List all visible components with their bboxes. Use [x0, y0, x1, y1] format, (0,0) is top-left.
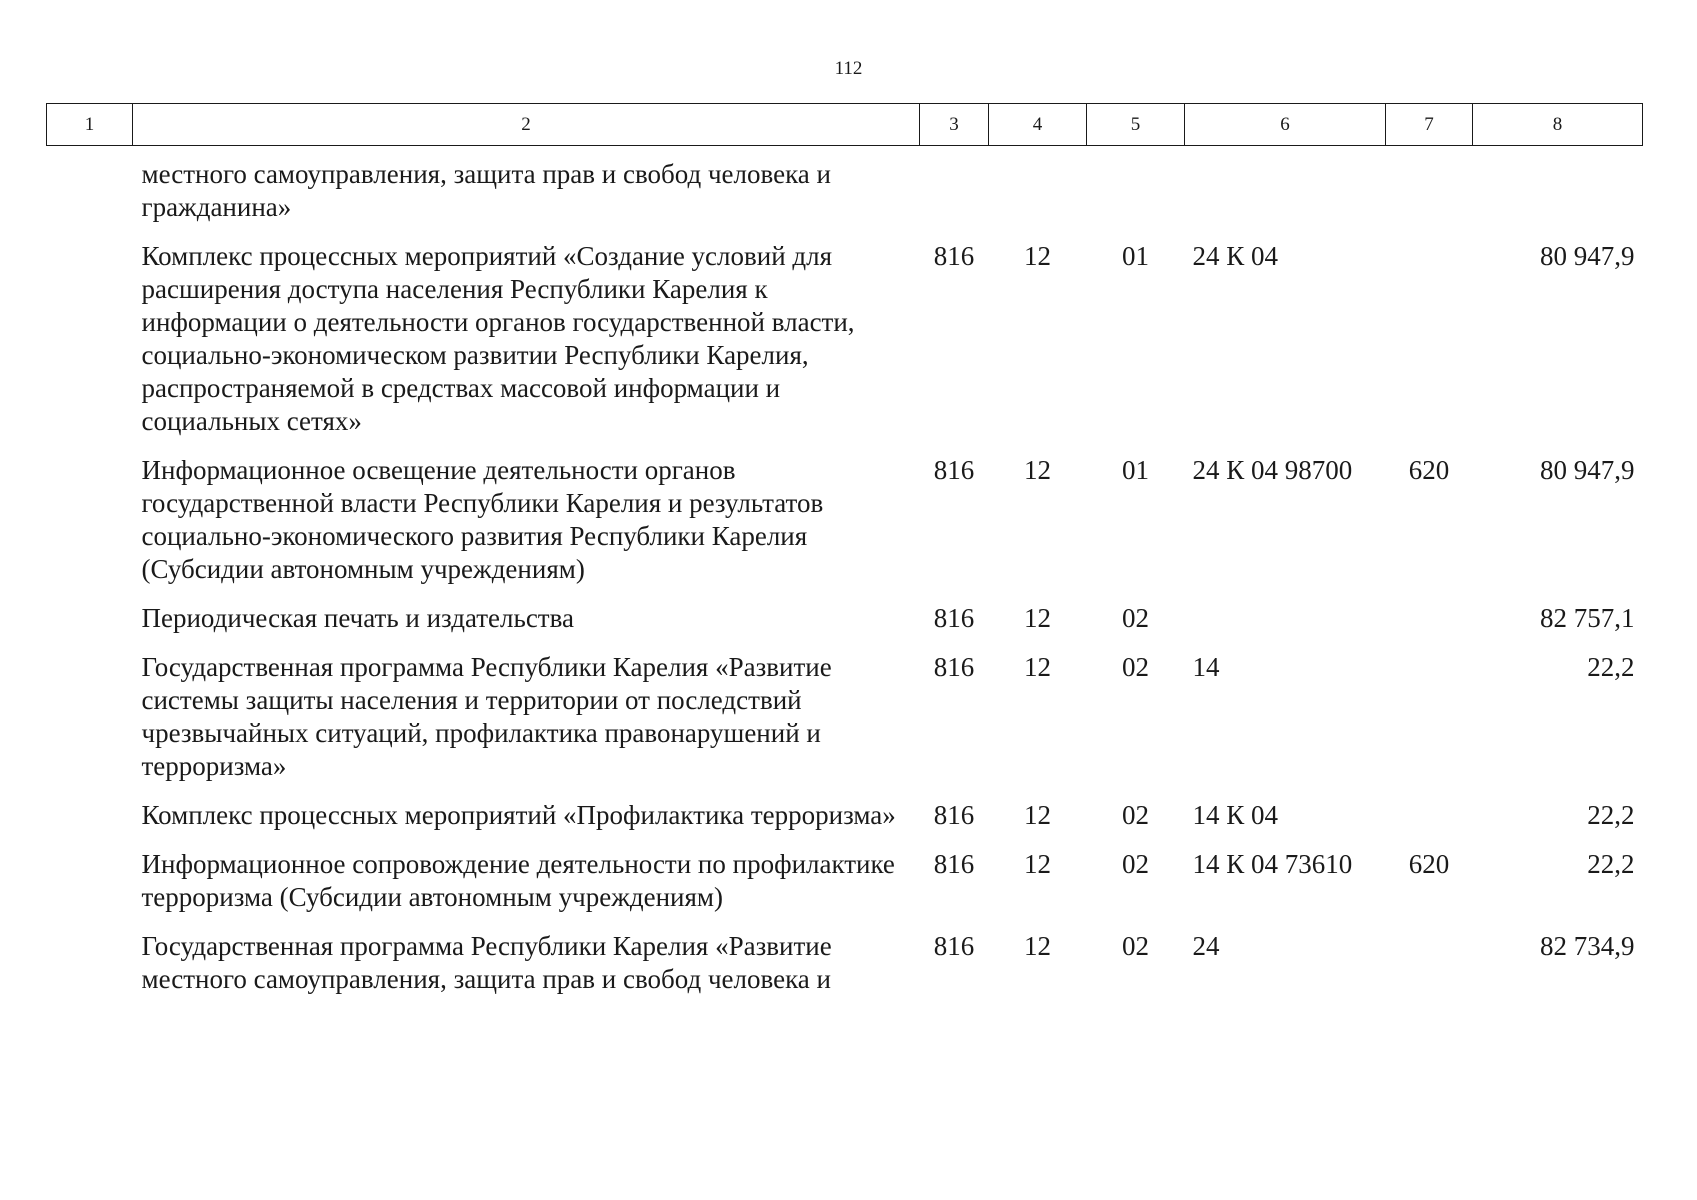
amount: 80 947,9 — [1540, 455, 1635, 485]
amount: 82 734,9 — [1540, 931, 1635, 961]
amount: 80 947,9 — [1540, 241, 1635, 271]
amount: 22,2 — [1587, 849, 1635, 879]
grbs-code: 816 — [933, 652, 975, 682]
section-code: 12 — [1024, 800, 1051, 830]
row-number-cell — [47, 454, 133, 602]
table-row — [47, 146, 1643, 241]
subsection-code: 01 — [1122, 455, 1149, 485]
target-article-code: 14 — [1192, 652, 1220, 682]
section-code: 12 — [1024, 849, 1051, 879]
expense-type-code: 620 — [1408, 455, 1450, 485]
subsection-code: 02 — [1122, 849, 1149, 879]
header-col-3: 3 — [920, 104, 989, 146]
target-article-code: 14 К 04 73610 — [1192, 849, 1353, 879]
header-col-5: 5 — [1087, 104, 1185, 146]
row-number-cell — [47, 602, 133, 651]
section-code: 12 — [1024, 241, 1051, 271]
grbs-code: 816 — [933, 603, 975, 633]
row-number-cell — [47, 651, 133, 799]
table-row — [47, 848, 1643, 930]
target-article-code: 14 К 04 — [1192, 800, 1279, 830]
header-col-7: 7 — [1386, 104, 1473, 146]
target-article-code: 24 К 04 — [1192, 241, 1279, 271]
amount — [1473, 146, 1643, 241]
section-code: 12 — [1024, 652, 1051, 682]
table-row — [47, 651, 1643, 799]
item-name: Комплекс процессных мероприятий «Профилактика терроризма» — [141, 800, 896, 830]
table-body — [47, 146, 1643, 1013]
header-row — [47, 104, 1643, 146]
amount: 22,2 — [1587, 800, 1635, 830]
grbs-code: 816 — [933, 455, 975, 485]
section-code: 12 — [1024, 603, 1051, 633]
amount: 82 757,1 — [1540, 603, 1635, 633]
target-article-code: 24 — [1192, 931, 1220, 961]
table-row — [47, 930, 1643, 1012]
item-name: местного самоуправления, защита прав и свобод человека и гражданина» — [141, 159, 831, 222]
grbs-code — [920, 146, 989, 241]
grbs-code: 816 — [933, 931, 975, 961]
target-article-code — [1185, 602, 1386, 651]
row-number-cell — [47, 146, 133, 241]
expense-type-code — [1386, 930, 1473, 1012]
expense-type-code — [1386, 651, 1473, 799]
subsection-code: 02 — [1122, 931, 1149, 961]
header-col-2: 2 — [133, 104, 920, 146]
expense-type-code — [1386, 799, 1473, 848]
header-col-4: 4 — [989, 104, 1087, 146]
table-header — [47, 104, 1643, 146]
table-row — [47, 799, 1643, 848]
section-code: 12 — [1024, 931, 1051, 961]
subsection-code: 02 — [1122, 800, 1149, 830]
grbs-code: 816 — [933, 800, 975, 830]
header-col-6: 6 — [1185, 104, 1386, 146]
item-name: Периодическая печать и издательства — [141, 603, 574, 633]
target-article-code: 24 К 04 98700 — [1192, 455, 1353, 485]
budget-table — [46, 103, 1643, 1012]
grbs-code: 816 — [933, 241, 975, 271]
table-row — [47, 602, 1643, 651]
item-name: Государственная программа Республики Карелия «Развитие системы защиты населения и территории от последствий чрезвычайных ситуаций, профилактика правонарушений и терроризма» — [141, 652, 832, 781]
row-number-cell — [47, 240, 133, 454]
subsection-code: 02 — [1122, 652, 1149, 682]
table-row — [47, 454, 1643, 602]
row-number-cell — [47, 848, 133, 930]
expense-type-code — [1386, 240, 1473, 454]
header-col-1: 1 — [47, 104, 133, 146]
section-code — [989, 146, 1087, 241]
expense-type-code — [1386, 146, 1473, 241]
target-article-code — [1185, 146, 1386, 241]
item-name: Информационное освещение деятельности органов государственной власти Республики Карелия и результатов социально-экономического развития Республики Карелия (Субсидии автономным учреждениям) — [141, 455, 824, 584]
row-number-cell — [47, 930, 133, 1012]
grbs-code: 816 — [933, 849, 975, 879]
page-number: 112 — [834, 58, 863, 79]
item-name: Информационное сопровождение деятельности по профилактике терроризма (Субсидии автономным учреждениям) — [141, 849, 895, 912]
header-col-8: 8 — [1473, 104, 1643, 146]
subsection-code: 01 — [1122, 241, 1149, 271]
section-code: 12 — [1024, 455, 1051, 485]
expense-type-code — [1386, 602, 1473, 651]
item-name: Комплекс процессных мероприятий «Создание условий для расширения доступа населения Республики Карелия к информации о деятельности органов государственной власти, социально-экономическом развитии Республики Карелия, распространяемой в средствах массовой информации и социальных сетях» — [141, 241, 855, 436]
subsection-code — [1087, 146, 1185, 241]
expense-type-code: 620 — [1408, 849, 1450, 879]
amount: 22,2 — [1587, 652, 1635, 682]
table-row — [47, 240, 1643, 454]
row-number-cell — [47, 799, 133, 848]
item-name: Государственная программа Республики Карелия «Развитие местного самоуправления, защита прав и свобод человека и — [141, 931, 832, 994]
subsection-code: 02 — [1122, 603, 1149, 633]
